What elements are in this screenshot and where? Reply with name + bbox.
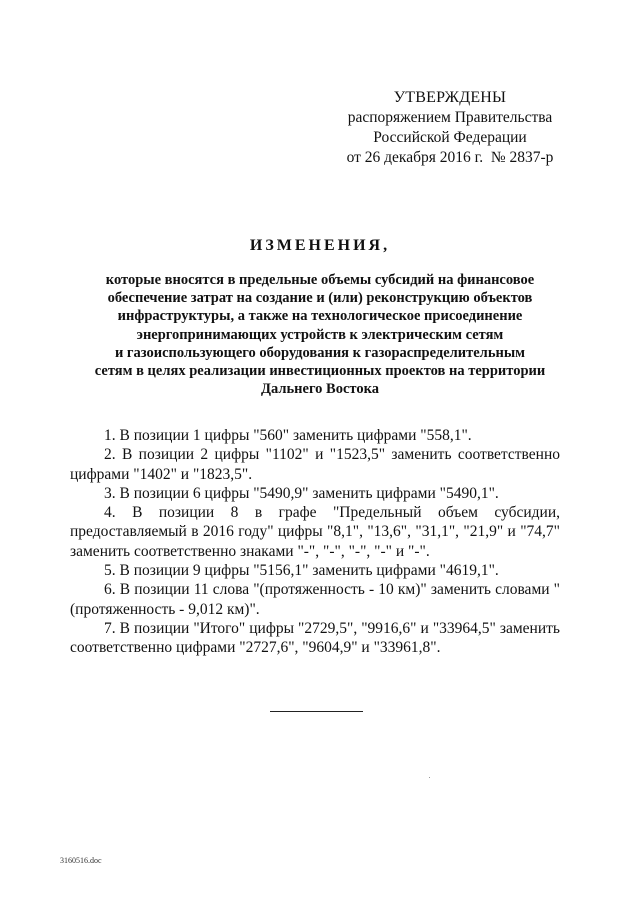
- approval-line-1: распоряжением Правительства: [347, 109, 553, 126]
- amendment-item-7: 7. В позиции "Итого" цифры "2729,5", "9916,6" и "33964,5" заменить соответственно цифрами "2727,6", "9604,9" и "33961,8".: [70, 619, 560, 657]
- document-title-block: [60, 237, 580, 398]
- amendment-item-4: 4. В позиции 8 в графе "Предельный объем субсидии, предоставляемый в 2016 году" цифры "8,1", "13,6", "31,1", "21,9" и "74,7" заменить соответственно знаками "-", "-", "-", "-" и "-".: [70, 504, 560, 560]
- amendment-item-5: 5. В позиции 9 цифры "5156,1" заменить цифрами "4619,1".: [104, 562, 499, 580]
- end-divider: [270, 711, 363, 712]
- subtitle-line: обеспечение затрат на создание и (или) реконструкцию объектов: [107, 290, 533, 307]
- subtitle-line: энергопринимающих устройств к электрическим сетям: [136, 326, 504, 343]
- document-title: ИЗМЕНЕНИЯ,: [249, 237, 391, 254]
- footer-filename: 3160516.doc: [60, 856, 102, 865]
- amendment-item-6: 6. В позиции 11 слова "(протяженность - 10 км)" заменить словами "(протяженность - 9,012 км)".: [70, 581, 560, 618]
- subtitle-line: и газоиспользующего оборудования к газораспределительным: [114, 344, 526, 361]
- approval-block: [330, 88, 570, 168]
- approved-heading: УТВЕРЖДЕНЫ: [393, 89, 507, 106]
- subtitle-line: сетям в целях реализации инвестиционных проектов на территории: [94, 363, 546, 380]
- subtitle-line: инфраструктуры, а также на технологическое присоединение: [117, 308, 523, 325]
- amendment-item-1: 1. В позиции 1 цифры "560" заменить цифрами "558,1".: [104, 427, 472, 444]
- scan-speck: [429, 777, 430, 778]
- amendment-item-3: 3. В позиции 6 цифры "5490,9" заменить цифрами "5490,1".: [104, 484, 499, 502]
- approval-line-2: Российской Федерации: [373, 129, 527, 146]
- amendment-item-2: 2. В позиции 2 цифры "1102" и "1523,5" заменить соответственно цифрами "1402" и "1823,5".: [70, 446, 560, 483]
- subtitle-line: которые вносятся в предельные объемы субсидий на финансовое: [105, 272, 535, 288]
- subtitle-line: Дальнего Востока: [261, 381, 379, 398]
- amendment-list: [70, 426, 560, 658]
- approval-line-3: от 26 декабря 2016 г. № 2837-р: [346, 149, 554, 166]
